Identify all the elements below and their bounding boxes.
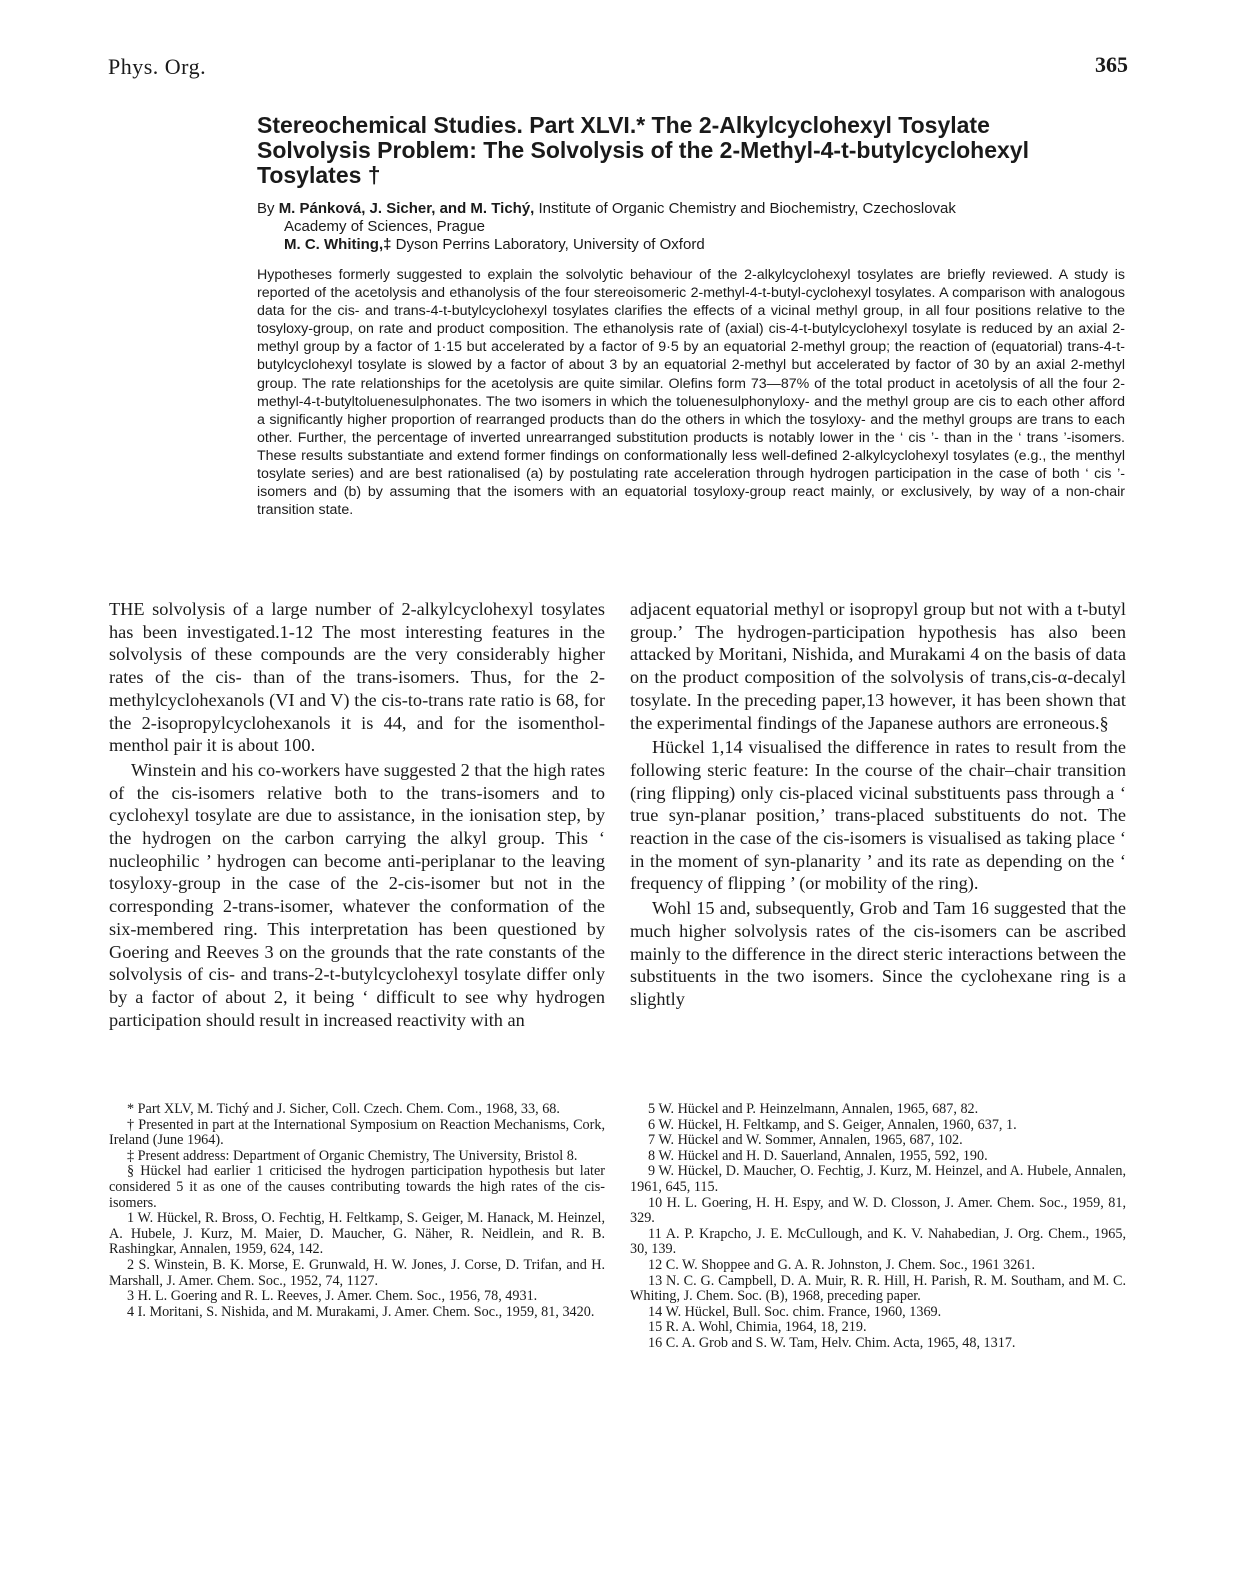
reference: 9 W. Hückel, D. Maucher, O. Fechtig, J. Kurz, M. Heinzel, and A. Hubele, Annalen, 1961, 645, 115. (630, 1163, 1126, 1195)
reference: 1 W. Hückel, R. Bross, O. Fechtig, H. Feltkamp, S. Geiger, M. Hanack, M. Heinzel, A. Hubele, J. Kurz, M. Maier, D. Maucher, G. Näher, R. Neidlein, and R. B. Rashingkar, Annalen, 1959, 624, 142. (109, 1210, 605, 1258)
body-paragraph: Winstein and his co-workers have suggested 2 that the high rates of the cis-isomers relative both to the trans-isomers and to cyclohexyl tosylate are due to assistance, in the ionisation step, by the hydrogen on the carbon carrying the alkyl group. This ‘ nucleophilic ’ hydrogen can become anti-periplanar to the leaving tosyloxy-group in the case of the 2-cis-isomer but not in the corresponding 2-trans-isomer, whatever the conformation of the six-membered ring. This interpretation has been questioned by Goering and Reeves 3 on the grounds that the rate constants of the solvolysis of cis- and trans-2-t-butylcyclohexyl tosylate differ only by a factor of about 2, it being ‘ difficult to see why hydrogen participation should result in increased reactivity with an (109, 759, 605, 1030)
abstract: Hypotheses formerly suggested to explain the solvolytic behaviour of the 2-alkylcyclohexyl tosylates are briefly reviewed. A study is reported of the acetolysis and ethanolysis of the four stereoisomeric 2-methyl-4-t-butyl-cyclohexyl tosylates. A comparison with analogous data for the cis- and trans-4-t-butylcyclohexyl tosylates clarifies the effects of a vicinal methyl group, in all four positions relative to the tosyloxy-group, on rate and product composition. The ethanolysis rate of (axial) cis-4-t-butylcyclohexyl tosylate is reduced by an axial 2-methyl group by a factor of 1·15 but accelerated by a factor of 9·5 by an equatorial 2-methyl group; the reaction of (equatorial) trans-4-t-butylcyclohexyl tosylate is slowed by a factor of about 3 by an equatorial 2-methyl but accelerated by factor of 30 by an axial 2-methyl group. The rate relationships for the acetolysis are quite similar. Olefins form 73—87% of the total product in acetolysis of all the four 2-methyl-4-t-butyltoluenesulphonates. The two isomers in which the toluenesulphonyloxy- and the methyl group are cis to each other afford a significantly higher proportion of rearranged products than do the others in which the tosyloxy- and the methyl groups are trans to each other. Further, the percentage of inverted unrearranged substitution products is notably lower in the ‘ cis ’- than in the ‘ trans ’-isomers. These results substantiate and extend former findings on conformationally less well-defined 2-alkylcyclohexyl tosylates (e.g., the menthyl tosylate series) and are best rationalised (a) by postulating rate acceleration through hydrogen participation in the case of both ‘ cis ’-isomers and (b) by assuming that the isomers with an equatorial tosyloxy-group react mainly, or exclusively, by way of a non-chair transition state. (257, 267, 1125, 519)
reference: 2 S. Winstein, B. K. Morse, E. Grunwald, H. W. Jones, J. Corse, D. Trifan, and H. Marshall, J. Amer. Chem. Soc., 1952, 74, 1127. (109, 1256, 605, 1289)
affiliation-continued: Academy of Sciences, Prague (284, 218, 485, 235)
body-paragraph: Wohl 15 and, subsequently, Grob and Tam 16 suggested that the much higher solvolysis rates of the cis-isomers can be ascribed mainly to the difference in the direct steric interactions between the substituents in the two isomers. Since the cyclohexane ring is a slightly (630, 898, 1126, 1009)
footnotes-left (109, 1102, 605, 1320)
byline-line (257, 200, 1127, 218)
reference: 8 W. Hückel and H. D. Sauerland, Annalen, 1955, 592, 190. (648, 1147, 988, 1164)
reference: 7 W. Hückel and W. Sommer, Annalen, 1965, 687, 102. (648, 1132, 963, 1149)
reference: 16 C. A. Grob and S. W. Tam, Helv. Chim. Acta, 1965, 48, 1317. (648, 1334, 1016, 1351)
article-title (257, 113, 1127, 188)
footnotes-right (630, 1102, 1126, 1352)
author-names: M. Pánková, J. Sicher, and M. Tichý, (278, 200, 535, 217)
reference: 4 I. Moritani, S. Nishida, and M. Murakami, J. Amer. Chem. Soc., 1959, 81, 3420. (127, 1303, 595, 1320)
author-names: M. C. Whiting,‡ (284, 236, 392, 253)
byline (257, 200, 1127, 254)
reference: 12 C. W. Shoppee and G. A. R. Johnston, J. Chem. Soc., 1961 3261. (648, 1256, 1036, 1273)
page-number: 365 (1095, 52, 1128, 77)
title-line: Solvolysis Problem: The Solvolysis of the 2-Methyl-4-t-butylcyclohexyl (257, 137, 1029, 163)
body-paragraph: adjacent equatorial methyl or isopropyl group but not with a t-butyl group.’ The hydrogen-participation hypothesis has also been attacked by Moritani, Nishida, and Murakami 4 on the basis of data on the product composition of the solvolysis of trans,cis-α-decalyl tosylate. In the preceding paper,13 however, it has been shown that the experimental findings of the Japanese authors are erroneous.§ (630, 599, 1126, 733)
reference: 5 W. Hückel and P. Heinzelmann, Annalen, 1965, 687, 82. (648, 1101, 979, 1117)
running-head (108, 54, 1128, 84)
reference: 13 N. C. G. Campbell, D. A. Muir, R. R. Hill, H. Parish, R. M. Southam, and M. C. Whiting, J. Chem. Soc. (B), 1968, preceding paper. (630, 1272, 1126, 1305)
byline-line (257, 236, 1127, 254)
body-column-left (109, 598, 605, 1031)
journal-name: Phys. Org. (108, 54, 207, 79)
reference: 6 W. Hückel, H. Feltkamp, and S. Geiger, Annalen, 1960, 637, 1. (648, 1116, 1017, 1133)
footnote: † Presented in part at the International Symposium on Reaction Mechanisms, Cork, Ireland (June 1964). (109, 1116, 605, 1149)
affiliation: Institute of Organic Chemistry and Biochemistry, Czechoslovak (538, 200, 956, 217)
title-line: Tosylates † (257, 162, 381, 188)
footnote: * Part XLV, M. Tichý and J. Sicher, Coll. Czech. Chem. Com., 1968, 33, 68. (127, 1101, 560, 1117)
byline-prefix: By (257, 200, 275, 217)
body-paragraph: THE solvolysis of a large number of 2-alkylcyclohexyl tosylates has been investigated.1-12 The most interesting features in the solvolysis of these compounds are the very considerably higher rates of the cis- than of the trans-isomers. Thus, for the 2-methylcyclohexanols (VI and V) the cis-to-trans rate ratio is 68, for the 2-isopropylcyclohexanols it is 44, and for the isomenthol-menthol pair it is about 100. (109, 599, 605, 756)
body-column-right (630, 598, 1126, 1011)
reference: 3 H. L. Goering and R. L. Reeves, J. Amer. Chem. Soc., 1956, 78, 4931. (127, 1288, 538, 1305)
footnote: § Hückel had earlier 1 criticised the hydrogen participation hypothesis but later considered 5 it as one of the causes contributing towards the high rates of the cis-isomers. (109, 1163, 605, 1211)
affiliation: Dyson Perrins Laboratory, University of Oxford (395, 236, 705, 253)
reference: 14 W. Hückel, Bull. Soc. chim. France, 1960, 1369. (648, 1303, 942, 1320)
reference: 10 H. L. Goering, H. H. Espy, and W. D. Closson, J. Amer. Chem. Soc., 1959, 81, 329. (630, 1194, 1126, 1227)
title-line: Stereochemical Studies. Part XLVI.* The 2-Alkylcyclohexyl Tosylate (257, 112, 990, 138)
reference: 11 A. P. Krapcho, J. E. McCullough, and K. V. Nahabedian, J. Org. Chem., 1965, 30, 139. (630, 1225, 1126, 1258)
body-paragraph: Hückel 1,14 visualised the difference in rates to result from the following steric feature: In the course of the chair–chair transition (ring flipping) only cis-placed vicinal substituents pass through a ‘ true syn-planar position,’ trans-placed substituents do not. The reaction in the case of the cis-isomers is visualised as taking place ‘ in the moment of syn-planarity ’ and its rate as depending on the ‘ frequency of flipping ’ (or mobility of the ring). (630, 737, 1126, 894)
reference: 15 R. A. Wohl, Chimia, 1964, 18, 219. (648, 1319, 867, 1336)
footnote: ‡ Present address: Department of Organic Chemistry, The University, Bristol 8. (127, 1147, 578, 1164)
